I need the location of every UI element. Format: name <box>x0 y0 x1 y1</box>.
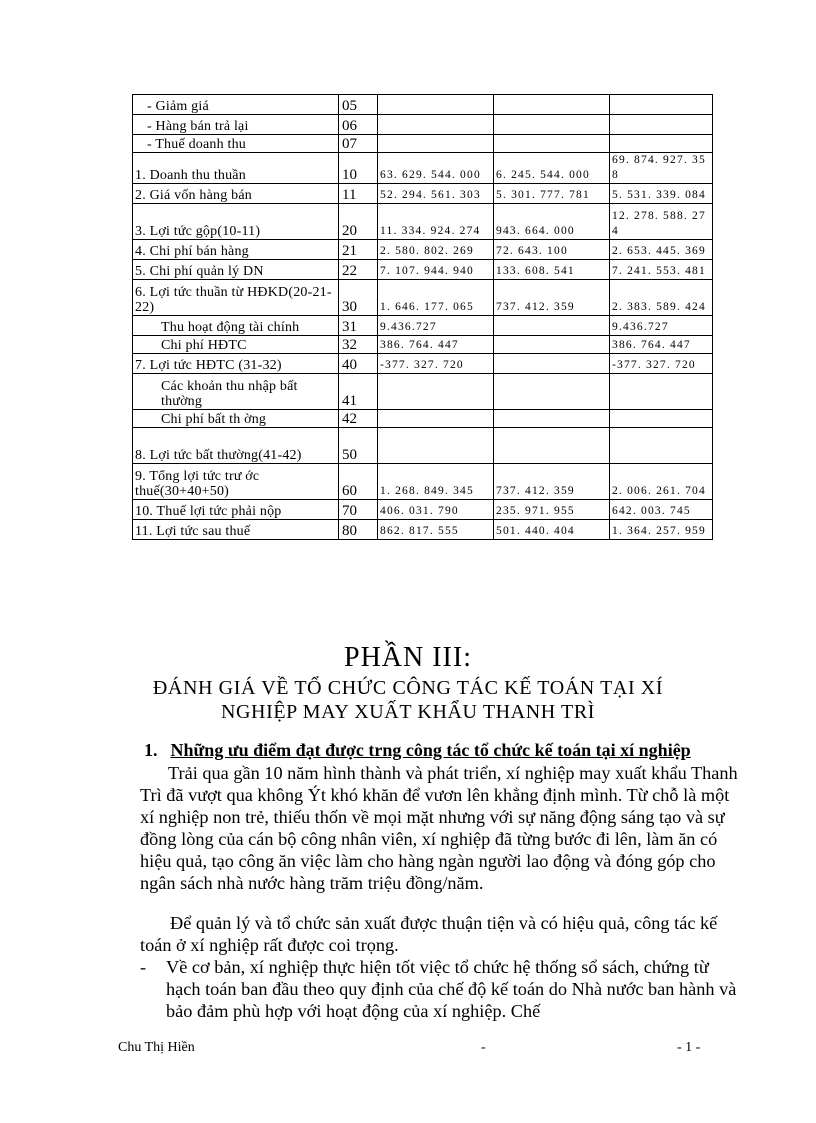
value-col-3: 12. 278. 588. 274 <box>610 204 713 240</box>
row-code: 40 <box>339 354 378 374</box>
section-subtitle-line1: ĐÁNH GIÁ VỀ TỔ CHỨC CÔNG TÁC KẾ TOÁN TẠI XÍ <box>152 677 664 699</box>
row-code: 07 <box>339 135 378 153</box>
row-label: 7. Lợi tức HĐTC (31-32) <box>133 354 339 374</box>
table-row <box>133 354 713 374</box>
value-col-2 <box>494 374 610 410</box>
row-label: 9. Tổng lợi tức trư ớc thuế(30+40+50) <box>133 464 339 500</box>
table-row <box>133 280 713 316</box>
value-col-3: 2. 653. 445. 369 <box>610 240 713 260</box>
value-col-1 <box>378 428 494 464</box>
bullet-dash: - <box>140 957 147 977</box>
paragraph-1: Trải qua gần 10 năm hình thành và phát triển, xí nghiệp may xuất khẩu Thanh Trì đã vượt qua không Ýt khó khăn để vươn lên khẳng định mình. Từ chỗ là một xí nghiệp non trẻ, thiếu thốn về mọi mặt nhưng với sự năng động sáng tạo và sự đồng lòng của cán bộ công nhân viên, xí nghiệp đã từng bước đi lên, làm ăn có hiệu quả, tạo công ăn việc làm cho hàng ngàn người lao động và đóng góp cho ngân sách nhà nước hàng trăm triệu đồng/năm. <box>140 763 738 893</box>
row-label: Thu hoạt động tài chính <box>133 316 339 336</box>
value-col-3: 1. 364. 257. 959 <box>610 520 713 540</box>
row-label: - Thuế doanh thu <box>133 135 339 153</box>
row-label: 5. Chi phí quản lý DN <box>133 260 339 280</box>
row-label: 2. Giá vốn hàng bán <box>133 184 339 204</box>
row-code: 10 <box>339 153 378 184</box>
bullet-item <box>140 956 744 1022</box>
row-code: 60 <box>339 464 378 500</box>
value-col-2 <box>494 316 610 336</box>
table-row <box>133 135 713 153</box>
table-row <box>133 500 713 520</box>
value-col-2: 72. 643. 100 <box>494 240 610 260</box>
value-col-2: 133. 608. 541 <box>494 260 610 280</box>
row-code: 20 <box>339 204 378 240</box>
row-code: 41 <box>339 374 378 410</box>
table-row <box>133 410 713 428</box>
row-label: 1. Doanh thu thuần <box>133 153 339 184</box>
section-subtitle-line2: NGHIỆP MAY XUẤT KHẨU THANH TRÌ <box>220 701 596 723</box>
row-code: 50 <box>339 428 378 464</box>
table-row <box>133 115 713 135</box>
value-col-2 <box>494 95 610 115</box>
value-col-2 <box>494 410 610 428</box>
row-code: 22 <box>339 260 378 280</box>
table-row <box>133 464 713 500</box>
value-col-2 <box>494 135 610 153</box>
value-col-1: 2. 580. 802. 269 <box>378 240 494 260</box>
table-row <box>133 184 713 204</box>
table-row <box>133 260 713 280</box>
paragraph-2: Để quản lý và tổ chức sản xuất được thuận tiện và có hiệu quả, công tác kế toán ở xí nghiệp rất được coi trọng. <box>140 913 718 955</box>
value-col-2 <box>494 428 610 464</box>
value-col-2 <box>494 115 610 135</box>
value-col-1: 7. 107. 944. 940 <box>378 260 494 280</box>
row-code: 05 <box>339 95 378 115</box>
table-row <box>133 316 713 336</box>
table-row <box>133 240 713 260</box>
footer-separator: - <box>481 1040 486 1055</box>
value-col-3: 386. 764. 447 <box>610 336 713 354</box>
row-label: Chi phí bất th ờng <box>133 410 339 428</box>
value-col-1: 1. 646. 177. 065 <box>378 280 494 316</box>
heading-text: Những ưu điểm đạt được trng công tác tổ chức kế toán tại xí nghiệp <box>170 740 691 760</box>
value-col-2: 737. 412. 359 <box>494 280 610 316</box>
value-col-1: -377. 327. 720 <box>378 354 494 374</box>
value-col-1: 406. 031. 790 <box>378 500 494 520</box>
row-label: 4. Chi phí bán hàng <box>133 240 339 260</box>
row-label: 8. Lợi tức bất thường(41-42) <box>133 428 339 464</box>
value-col-2: 737. 412. 359 <box>494 464 610 500</box>
heading-number: 1. <box>144 740 158 760</box>
row-code: 06 <box>339 115 378 135</box>
value-col-3: 2. 383. 589. 424 <box>610 280 713 316</box>
table-row <box>133 153 713 184</box>
value-col-3 <box>610 115 713 135</box>
table-row <box>133 95 713 115</box>
value-col-1: 11. 334. 924. 274 <box>378 204 494 240</box>
row-code: 70 <box>339 500 378 520</box>
value-col-3 <box>610 135 713 153</box>
value-col-3 <box>610 374 713 410</box>
value-col-2 <box>494 354 610 374</box>
value-col-1 <box>378 115 494 135</box>
value-col-1 <box>378 95 494 115</box>
table-row <box>133 204 713 240</box>
subsection-heading <box>144 740 691 761</box>
value-col-2: 501. 440. 404 <box>494 520 610 540</box>
bullet-text: Về cơ bản, xí nghiệp thực hiện tốt việc tổ chức hệ thống sổ sách, chứng từ hạch toán ban đầu theo quy định của chế độ kế toán do Nhà nước ban hành và bảo đảm phù hợp với hoạt động của xí nghiệp. Chế <box>166 957 737 1021</box>
section-title: PHẦN III: <box>344 642 472 673</box>
value-col-1: 63. 629. 544. 000 <box>378 153 494 184</box>
row-label: - Giảm giá <box>133 95 339 115</box>
table-row <box>133 520 713 540</box>
row-code: 30 <box>339 280 378 316</box>
value-col-2 <box>494 336 610 354</box>
row-code: 32 <box>339 336 378 354</box>
financial-table <box>132 94 713 540</box>
value-col-3: 7. 241. 553. 481 <box>610 260 713 280</box>
value-col-1 <box>378 374 494 410</box>
row-code: 42 <box>339 410 378 428</box>
row-label: 10. Thuế lợi tức phải nộp <box>133 500 339 520</box>
value-col-2: 6. 245. 544. 000 <box>494 153 610 184</box>
value-col-1: 9.436.727 <box>378 316 494 336</box>
row-label: 6. Lợi tức thuần từ HĐKD(20-21-22) <box>133 280 339 316</box>
value-col-3 <box>610 410 713 428</box>
table-row <box>133 428 713 464</box>
row-label: Chi phí HĐTC <box>133 336 339 354</box>
value-col-1: 1. 268. 849. 345 <box>378 464 494 500</box>
row-code: 80 <box>339 520 378 540</box>
value-col-3 <box>610 428 713 464</box>
value-col-3: 9.436.727 <box>610 316 713 336</box>
row-code: 21 <box>339 240 378 260</box>
value-col-2: 943. 664. 000 <box>494 204 610 240</box>
value-col-1: 386. 764. 447 <box>378 336 494 354</box>
value-col-3: -377. 327. 720 <box>610 354 713 374</box>
value-col-1: 862. 817. 555 <box>378 520 494 540</box>
value-col-3: 642. 003. 745 <box>610 500 713 520</box>
value-col-3: 5. 531. 339. 084 <box>610 184 713 204</box>
row-label: Các khoản thu nhập bất thường <box>133 374 339 410</box>
table-row <box>133 336 713 354</box>
value-col-2: 235. 971. 955 <box>494 500 610 520</box>
row-code: 11 <box>339 184 378 204</box>
row-label: - Hàng bán trả lại <box>133 115 339 135</box>
value-col-1 <box>378 135 494 153</box>
value-col-2: 5. 301. 777. 781 <box>494 184 610 204</box>
value-col-3: 69. 874. 927. 358 <box>610 153 713 184</box>
row-code: 31 <box>339 316 378 336</box>
row-label: 11. Lợi tức sau thuế <box>133 520 339 540</box>
value-col-1 <box>378 410 494 428</box>
value-col-3: 2. 006. 261. 704 <box>610 464 713 500</box>
financial-table-body <box>133 95 713 540</box>
table-row <box>133 374 713 410</box>
row-label: 3. Lợi tức gộp(10-11) <box>133 204 339 240</box>
value-col-3 <box>610 95 713 115</box>
footer-page-number: - 1 - <box>677 1040 701 1055</box>
value-col-1: 52. 294. 561. 303 <box>378 184 494 204</box>
footer-author: Chu Thị Hiền <box>118 1040 195 1055</box>
